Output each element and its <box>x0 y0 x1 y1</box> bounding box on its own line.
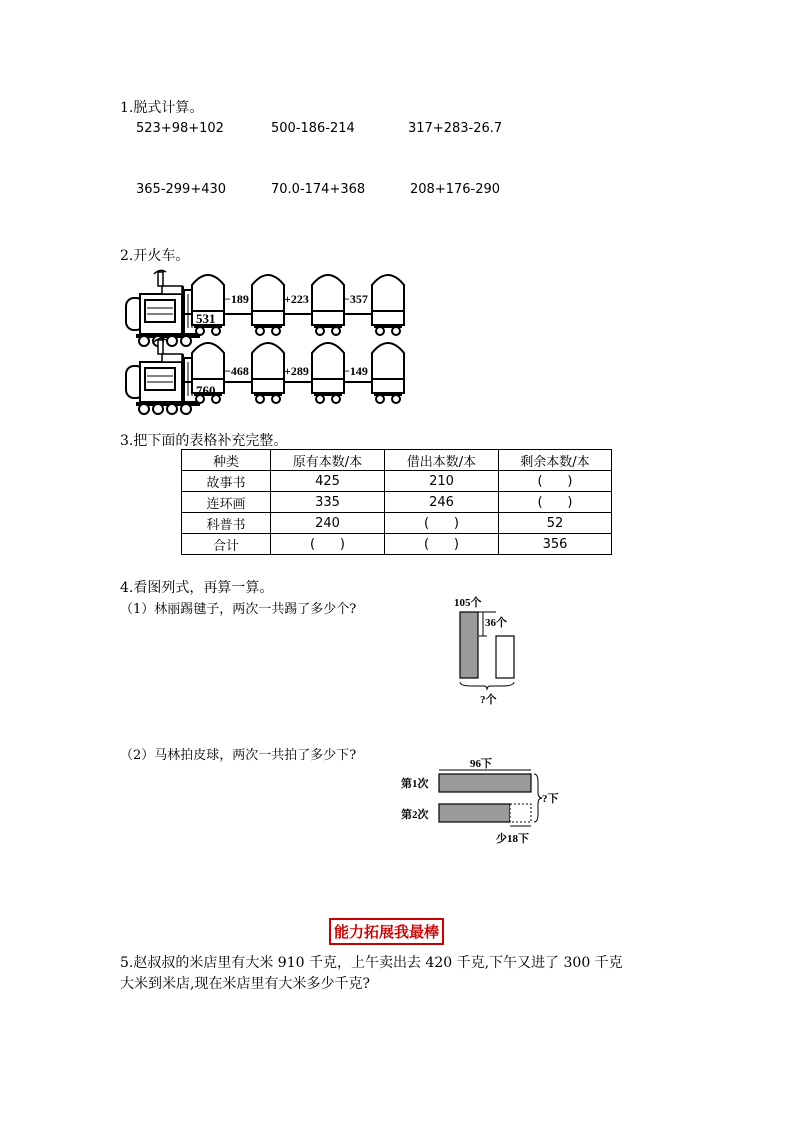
table-header: 借出本数/本 <box>385 450 499 471</box>
table-header-row <box>182 450 612 471</box>
table-header: 种类 <box>182 450 271 471</box>
q2-title: 2.开火车。 <box>120 248 190 264</box>
q4-sub1: （1）林丽踢毽子，两次一共踢了多少个? <box>120 602 357 617</box>
q1-expr: 208+176-290 <box>410 182 501 197</box>
table-blank: ( ) <box>499 492 612 513</box>
bar-missing <box>510 804 531 822</box>
train-2 <box>126 338 404 414</box>
q4-title: 4.看图列式，再算一算。 <box>120 580 274 596</box>
table-blank: ( ) <box>499 471 612 492</box>
q1-expr: 365-299+430 <box>136 182 227 197</box>
train2-op: −468 <box>224 364 249 378</box>
table-blank: ( ) <box>385 534 499 555</box>
q5-line2: 大米到米店,现在米店里有大米多少千克? <box>120 976 370 992</box>
fig2-less-label: 少18下 <box>496 833 529 845</box>
table-cell: 246 <box>385 492 499 513</box>
train1-op: −357 <box>343 292 368 306</box>
fig1-diff-label: 36个 <box>485 617 507 629</box>
q4-sub2: （2）马林拍皮球，两次一共拍了多少下? <box>120 748 357 763</box>
fig2-total-label: ?下 <box>542 793 559 805</box>
fig2-first-label: 第1次 <box>401 778 429 790</box>
table-row <box>182 534 612 555</box>
kick-diagram <box>448 594 528 709</box>
bar-first <box>439 774 531 792</box>
ball-diagram <box>396 754 566 849</box>
q1-title: 1.脱式计算。 <box>120 100 204 116</box>
train1-start: 531 <box>196 311 216 326</box>
q3-title: 3.把下面的表格补充完整。 <box>120 433 288 449</box>
train-1 <box>126 270 404 346</box>
train2-start: 760 <box>196 383 216 398</box>
table-cell: 335 <box>271 492 385 513</box>
table-blank: ( ) <box>385 513 499 534</box>
bar-second <box>496 636 514 678</box>
train2-op: +289 <box>284 364 309 378</box>
train1-op: −189 <box>224 292 249 306</box>
fig1-total-label: ?个 <box>480 694 497 706</box>
q5-line1: 5.赵叔叔的米店里有大米 910 千克，上午卖出去 420 千克,下午又进了 300 千克 <box>120 955 623 971</box>
table-blank: ( ) <box>271 534 385 555</box>
books-table <box>181 449 612 555</box>
fig2-top-label: 96下 <box>470 758 492 770</box>
q1-expr: 523+98+102 <box>136 121 224 136</box>
table-cell: 故事书 <box>182 471 271 492</box>
q1-expr: 500-186-214 <box>271 121 355 136</box>
table-cell: 52 <box>499 513 612 534</box>
train1-op: +223 <box>284 292 309 306</box>
table-cell: 连环画 <box>182 492 271 513</box>
q1-expr: 317+283-26.7 <box>408 121 503 136</box>
table-cell: 240 <box>271 513 385 534</box>
table-row <box>182 471 612 492</box>
table-header: 剩余本数/本 <box>499 450 612 471</box>
bar-second <box>439 804 510 822</box>
table-cell: 356 <box>499 534 612 555</box>
fig1-top-label: 105个 <box>454 597 482 609</box>
ability-banner: 能力拓展我最棒 <box>329 918 444 945</box>
train2-op: −149 <box>343 364 368 378</box>
train-figure <box>118 268 418 416</box>
table-row <box>182 492 612 513</box>
table-cell: 科普书 <box>182 513 271 534</box>
table-cell: 合计 <box>182 534 271 555</box>
table-cell: 425 <box>271 471 385 492</box>
table-row <box>182 513 612 534</box>
q1-expr: 70.0-174+368 <box>271 182 366 197</box>
fig2-second-label: 第2次 <box>401 809 429 821</box>
table-header: 原有本数/本 <box>271 450 385 471</box>
bar-first <box>460 612 478 678</box>
table-cell: 210 <box>385 471 499 492</box>
